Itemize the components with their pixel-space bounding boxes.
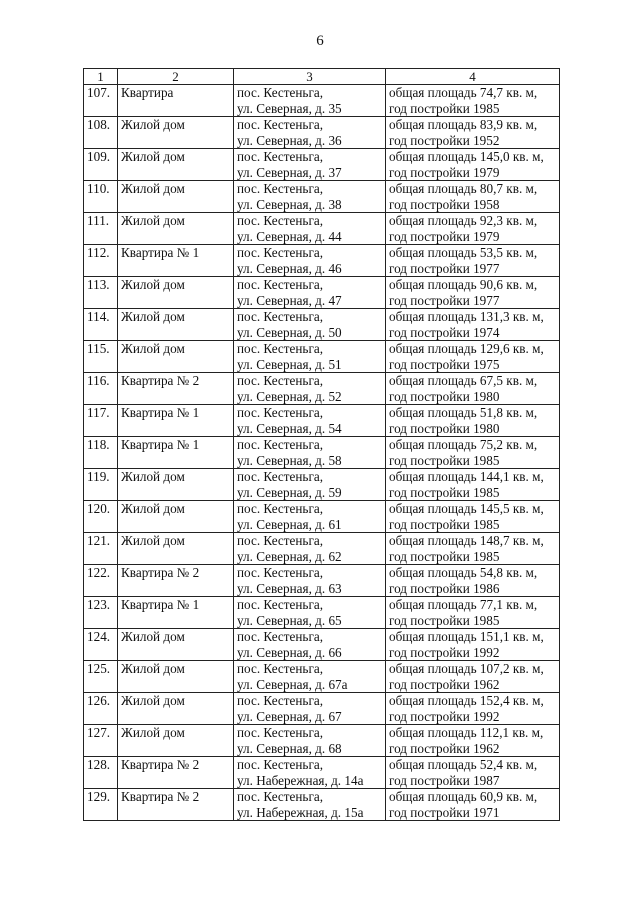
total-area: общая площадь 52,4 кв. м, — [389, 757, 538, 772]
table-row — [84, 181, 560, 213]
total-area: общая площадь 75,2 кв. м, — [389, 437, 538, 452]
description-cell — [386, 725, 560, 757]
row-number: 107. — [84, 85, 118, 117]
object-type: Жилой дом — [118, 309, 234, 341]
table-row — [84, 149, 560, 181]
address-settlement: пос. Кестеньга, — [237, 533, 324, 548]
total-area: общая площадь 54,8 кв. м, — [389, 565, 538, 580]
address-cell — [234, 533, 386, 565]
row-number: 114. — [84, 309, 118, 341]
address-settlement: пос. Кестеньга, — [237, 405, 324, 420]
object-type: Жилой дом — [118, 725, 234, 757]
object-type: Жилой дом — [118, 213, 234, 245]
table-row — [84, 341, 560, 373]
address-cell — [234, 149, 386, 181]
build-year: год постройки 1974 — [389, 324, 500, 340]
object-type: Квартира № 1 — [118, 245, 234, 277]
address-street: ул. Северная, д. 67 — [237, 708, 342, 724]
object-type: Жилой дом — [118, 181, 234, 213]
build-year: год постройки 1985 — [389, 612, 500, 628]
address-settlement: пос. Кестеньга, — [237, 757, 324, 772]
address-street: ул. Северная, д. 47 — [237, 292, 342, 308]
table-body — [84, 85, 560, 821]
table-row — [84, 693, 560, 725]
row-number: 120. — [84, 501, 118, 533]
row-number: 124. — [84, 629, 118, 661]
column-header-3: 3 — [234, 69, 386, 85]
address-cell — [234, 277, 386, 309]
total-area: общая площадь 148,7 кв. м, — [389, 533, 544, 548]
build-year: год постройки 1992 — [389, 708, 500, 724]
object-type: Жилой дом — [118, 117, 234, 149]
address-cell — [234, 341, 386, 373]
column-header-2: 2 — [118, 69, 234, 85]
table-row — [84, 565, 560, 597]
column-header-1: 1 — [84, 69, 118, 85]
total-area: общая площадь 107,2 кв. м, — [389, 661, 544, 676]
description-cell — [386, 469, 560, 501]
description-cell — [386, 85, 560, 117]
build-year: год постройки 1962 — [389, 740, 500, 756]
row-number: 128. — [84, 757, 118, 789]
total-area: общая площадь 112,1 кв. м, — [389, 725, 544, 740]
address-street: ул. Северная, д. 63 — [237, 580, 342, 596]
address-street: ул. Северная, д. 61 — [237, 516, 342, 532]
description-cell — [386, 789, 560, 821]
address-street: ул. Северная, д. 38 — [237, 196, 342, 212]
total-area: общая площадь 151,1 кв. м, — [389, 629, 544, 644]
address-settlement: пос. Кестеньга, — [237, 149, 324, 164]
address-cell — [234, 181, 386, 213]
object-type: Квартира № 1 — [118, 437, 234, 469]
address-cell — [234, 725, 386, 757]
total-area: общая площадь 152,4 кв. м, — [389, 693, 544, 708]
address-street: ул. Северная, д. 65 — [237, 612, 342, 628]
table-row — [84, 85, 560, 117]
build-year: год постройки 1979 — [389, 164, 500, 180]
row-number: 122. — [84, 565, 118, 597]
address-cell — [234, 629, 386, 661]
table-header-row — [84, 69, 560, 85]
row-number: 123. — [84, 597, 118, 629]
address-cell — [234, 213, 386, 245]
address-street: ул. Северная, д. 51 — [237, 356, 342, 372]
address-cell — [234, 373, 386, 405]
table-row — [84, 501, 560, 533]
address-settlement: пос. Кестеньга, — [237, 501, 324, 516]
build-year: год постройки 1987 — [389, 772, 500, 788]
description-cell — [386, 437, 560, 469]
table-row — [84, 117, 560, 149]
table-row — [84, 597, 560, 629]
description-cell — [386, 149, 560, 181]
table-row — [84, 533, 560, 565]
address-cell — [234, 437, 386, 469]
build-year: год постройки 1975 — [389, 356, 500, 372]
address-settlement: пос. Кестеньга, — [237, 629, 324, 644]
object-type: Квартира № 1 — [118, 597, 234, 629]
object-type: Квартира № 1 — [118, 405, 234, 437]
address-settlement: пос. Кестеньга, — [237, 373, 324, 388]
object-type: Квартира № 2 — [118, 789, 234, 821]
total-area: общая площадь 53,5 кв. м, — [389, 245, 538, 260]
table-row — [84, 213, 560, 245]
address-street: ул. Северная, д. 44 — [237, 228, 342, 244]
build-year: год постройки 1962 — [389, 676, 500, 692]
row-number: 113. — [84, 277, 118, 309]
address-cell — [234, 469, 386, 501]
address-cell — [234, 789, 386, 821]
row-number: 115. — [84, 341, 118, 373]
address-settlement: пос. Кестеньга, — [237, 469, 324, 484]
table-row — [84, 373, 560, 405]
total-area: общая площадь 92,3 кв. м, — [389, 213, 538, 228]
table-row — [84, 757, 560, 789]
object-type: Жилой дом — [118, 661, 234, 693]
row-number: 110. — [84, 181, 118, 213]
description-cell — [386, 117, 560, 149]
address-street: ул. Северная, д. 54 — [237, 420, 342, 436]
address-settlement: пос. Кестеньга, — [237, 341, 324, 356]
address-street: ул. Северная, д. 36 — [237, 132, 342, 148]
address-cell — [234, 85, 386, 117]
address-street: ул. Северная, д. 50 — [237, 324, 342, 340]
table-row — [84, 629, 560, 661]
description-cell — [386, 309, 560, 341]
address-street: ул. Северная, д. 52 — [237, 388, 342, 404]
table-row — [84, 277, 560, 309]
address-street: ул. Северная, д. 62 — [237, 548, 342, 564]
build-year: год постройки 1985 — [389, 484, 500, 500]
address-cell — [234, 309, 386, 341]
address-settlement: пос. Кестеньга, — [237, 277, 324, 292]
description-cell — [386, 405, 560, 437]
address-street: ул. Северная, д. 68 — [237, 740, 342, 756]
address-settlement: пос. Кестеньга, — [237, 565, 324, 580]
address-cell — [234, 501, 386, 533]
object-type: Квартира № 2 — [118, 565, 234, 597]
build-year: год постройки 1980 — [389, 388, 500, 404]
address-settlement: пос. Кестеньга, — [237, 789, 324, 804]
address-settlement: пос. Кестеньга, — [237, 213, 324, 228]
total-area: общая площадь 51,8 кв. м, — [389, 405, 538, 420]
address-street: ул. Северная, д. 67а — [237, 676, 348, 692]
total-area: общая площадь 129,6 кв. м, — [389, 341, 544, 356]
description-cell — [386, 629, 560, 661]
total-area: общая площадь 74,7 кв. м, — [389, 85, 538, 100]
address-cell — [234, 117, 386, 149]
total-area: общая площадь 90,6 кв. м, — [389, 277, 538, 292]
total-area: общая площадь 83,9 кв. м, — [389, 117, 538, 132]
total-area: общая площадь 67,5 кв. м, — [389, 373, 538, 388]
row-number: 108. — [84, 117, 118, 149]
address-cell — [234, 757, 386, 789]
object-type: Жилой дом — [118, 533, 234, 565]
row-number: 126. — [84, 693, 118, 725]
object-type: Жилой дом — [118, 341, 234, 373]
address-settlement: пос. Кестеньга, — [237, 245, 324, 260]
build-year: год постройки 1985 — [389, 100, 500, 116]
object-type: Квартира № 2 — [118, 757, 234, 789]
build-year: год постройки 1992 — [389, 644, 500, 660]
total-area: общая площадь 144,1 кв. м, — [389, 469, 544, 484]
table-row — [84, 469, 560, 501]
address-street: ул. Северная, д. 37 — [237, 164, 342, 180]
build-year: год постройки 1971 — [389, 804, 500, 820]
build-year: год постройки 1986 — [389, 580, 500, 596]
table-row — [84, 437, 560, 469]
table-row — [84, 661, 560, 693]
address-street: ул. Северная, д. 35 — [237, 100, 342, 116]
address-settlement: пос. Кестеньга, — [237, 725, 324, 740]
description-cell — [386, 181, 560, 213]
address-settlement: пос. Кестеньга, — [237, 85, 324, 100]
description-cell — [386, 373, 560, 405]
row-number: 117. — [84, 405, 118, 437]
row-number: 111. — [84, 213, 118, 245]
address-street: ул. Северная, д. 66 — [237, 644, 342, 660]
total-area: общая площадь 145,0 кв. м, — [389, 149, 544, 164]
address-settlement: пос. Кестеньга, — [237, 597, 324, 612]
address-settlement: пос. Кестеньга, — [237, 309, 324, 324]
table-row — [84, 309, 560, 341]
description-cell — [386, 277, 560, 309]
description-cell — [386, 341, 560, 373]
row-number: 125. — [84, 661, 118, 693]
object-type: Квартира № 2 — [118, 373, 234, 405]
address-settlement: пос. Кестеньга, — [237, 437, 324, 452]
address-cell — [234, 245, 386, 277]
table-row — [84, 405, 560, 437]
row-number: 127. — [84, 725, 118, 757]
address-street: ул. Северная, д. 59 — [237, 484, 342, 500]
address-settlement: пос. Кестеньга, — [237, 661, 324, 676]
build-year: год постройки 1985 — [389, 452, 500, 468]
description-cell — [386, 501, 560, 533]
build-year: год постройки 1977 — [389, 292, 500, 308]
total-area: общая площадь 131,3 кв. м, — [389, 309, 544, 324]
object-type: Жилой дом — [118, 693, 234, 725]
build-year: год постройки 1958 — [389, 196, 500, 212]
row-number: 119. — [84, 469, 118, 501]
address-settlement: пос. Кестеньга, — [237, 181, 324, 196]
column-header-4: 4 — [386, 69, 560, 85]
address-cell — [234, 405, 386, 437]
build-year: год постройки 1952 — [389, 132, 500, 148]
address-street: ул. Северная, д. 58 — [237, 452, 342, 468]
description-cell — [386, 693, 560, 725]
property-table — [83, 68, 560, 821]
address-cell — [234, 565, 386, 597]
description-cell — [386, 757, 560, 789]
description-cell — [386, 533, 560, 565]
description-cell — [386, 597, 560, 629]
page-number: 6 — [316, 33, 324, 49]
row-number: 129. — [84, 789, 118, 821]
table-row — [84, 789, 560, 821]
address-street: ул. Северная, д. 46 — [237, 260, 342, 276]
object-type: Жилой дом — [118, 277, 234, 309]
description-cell — [386, 245, 560, 277]
table-row — [84, 725, 560, 757]
total-area: общая площадь 145,5 кв. м, — [389, 501, 544, 516]
row-number: 121. — [84, 533, 118, 565]
address-street: ул. Набережная, д. 14а — [237, 772, 364, 788]
description-cell — [386, 213, 560, 245]
object-type: Жилой дом — [118, 149, 234, 181]
build-year: год постройки 1979 — [389, 228, 500, 244]
object-type: Жилой дом — [118, 629, 234, 661]
total-area: общая площадь 77,1 кв. м, — [389, 597, 538, 612]
address-street: ул. Набережная, д. 15а — [237, 804, 364, 820]
object-type: Квартира — [118, 85, 234, 117]
description-cell — [386, 565, 560, 597]
build-year: год постройки 1985 — [389, 516, 500, 532]
address-cell — [234, 693, 386, 725]
address-settlement: пос. Кестеньга, — [237, 117, 324, 132]
total-area: общая площадь 80,7 кв. м, — [389, 181, 538, 196]
row-number: 118. — [84, 437, 118, 469]
row-number: 116. — [84, 373, 118, 405]
table-row — [84, 245, 560, 277]
object-type: Жилой дом — [118, 501, 234, 533]
build-year: год постройки 1980 — [389, 420, 500, 436]
address-cell — [234, 661, 386, 693]
total-area: общая площадь 60,9 кв. м, — [389, 789, 538, 804]
address-settlement: пос. Кестеньга, — [237, 693, 324, 708]
address-cell — [234, 597, 386, 629]
object-type: Жилой дом — [118, 469, 234, 501]
description-cell — [386, 661, 560, 693]
row-number: 112. — [84, 245, 118, 277]
build-year: год постройки 1985 — [389, 548, 500, 564]
build-year: год постройки 1977 — [389, 260, 500, 276]
row-number: 109. — [84, 149, 118, 181]
